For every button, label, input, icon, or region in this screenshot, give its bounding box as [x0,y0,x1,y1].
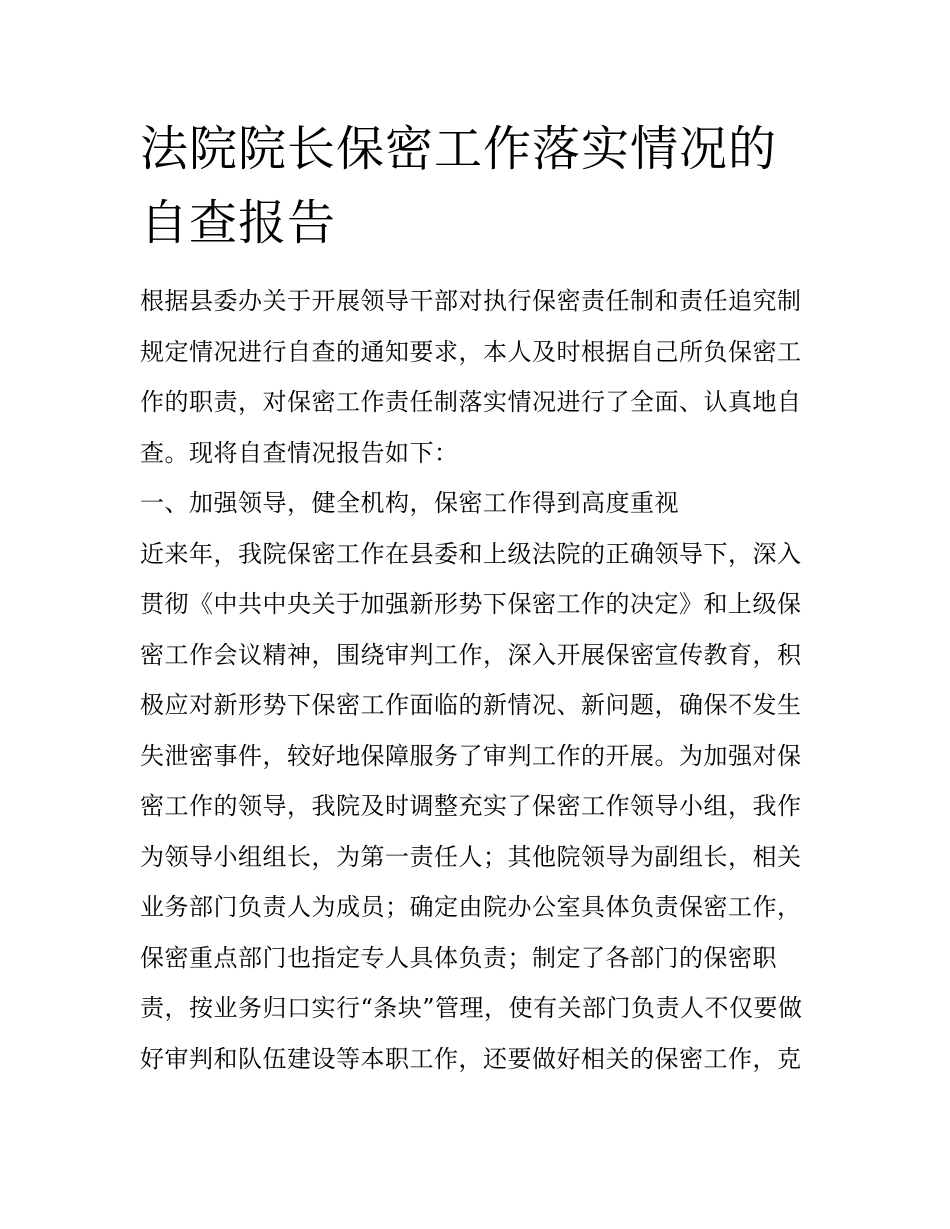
body-line: 业务部门负责人为成员；确定由院办公室具体负责保密工作， [140,893,802,921]
body-line: 密工作会议精神，围绕审判工作，深入开展保密宣传教育，积 [140,640,802,669]
document-body [140,276,830,1084]
title-line-2: 自查报告 [140,195,337,251]
body-line: 保密重点部门也指定专人具体负责；制定了各部门的保密职 [140,943,777,972]
body-line: 贯彻《中共中央关于加强新形势下保密工作的决定》和上级保 [140,590,802,618]
body-line: 查。现将自查情况报告如下： [140,438,459,467]
body-line: 根据县委办关于开展领导干部对执行保密责任制和责任追究制 [140,287,802,315]
body-line: 近来年，我院保密工作在县委和上级法院的正确领导下，深入 [140,539,802,568]
section-heading: 一、加强领导，健全机构，保密工作得到高度重视 [140,489,679,517]
body-line: 为领导小组组长，为第一责任人；其他院领导为副组长，相关 [140,842,802,871]
title-line-1: 法院院长保密工作落实情况的 [140,121,778,177]
document-title [140,112,820,260]
body-line: 作的职责，对保密工作责任制落实情况进行了全面、认真地自 [140,388,802,416]
body-line: 责，按业务归口实行“条块”管理，使有关部门负责人不仅要做 [140,994,803,1022]
body-line: 好审判和队伍建设等本职工作，还要做好相关的保密工作，克 [140,1044,802,1073]
body-line: 密工作的领导，我院及时调整充实了保密工作领导小组，我作 [140,792,802,820]
body-line: 失泄密事件，较好地保障服务了审判工作的开展。为加强对保 [140,741,802,770]
body-line: 规定情况进行自查的通知要求，本人及时根据自己所负保密工 [140,337,802,366]
body-line: 极应对新形势下保密工作面临的新情况、新问题，确保不发生 [140,691,802,719]
